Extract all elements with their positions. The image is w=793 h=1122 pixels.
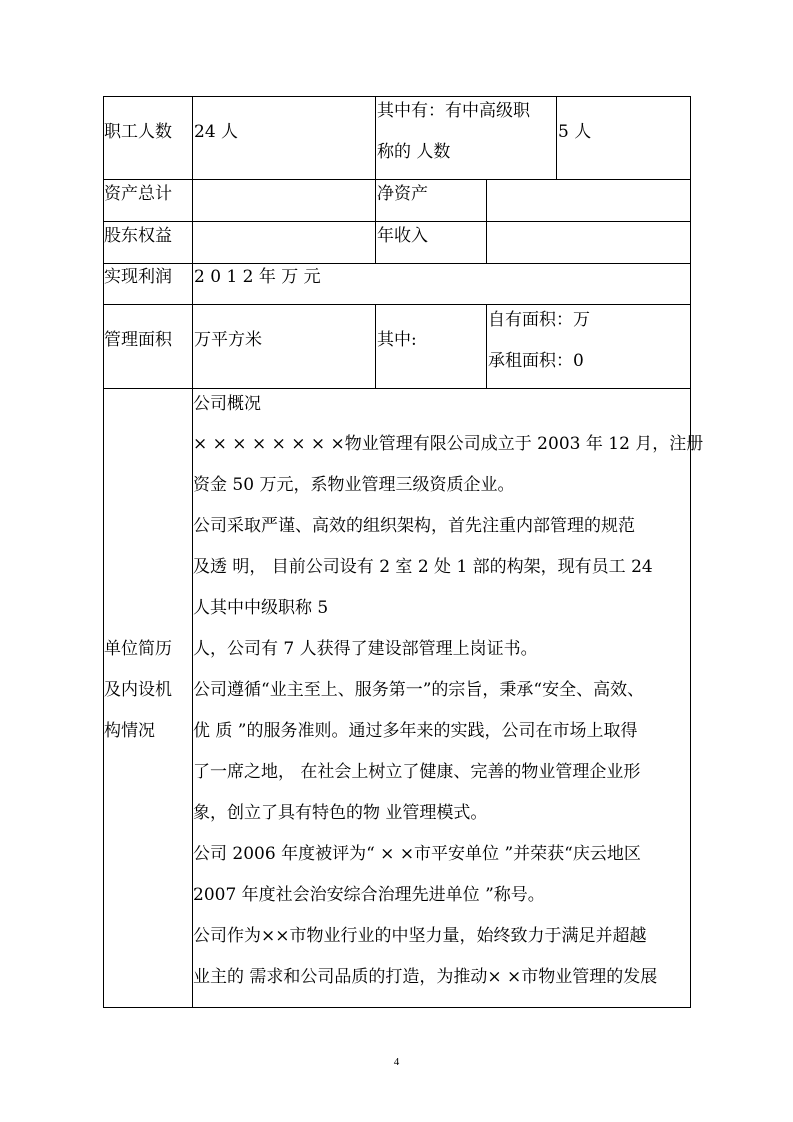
- employee-count-label: 职工人数: [104, 122, 172, 142]
- profile-text-line: 2007 年度社会治安综合治理先进单位 ”称号。: [193, 885, 545, 905]
- profile-text-line: 公司 2006 年度被评为“ × ×市平安单位 ”并荣获“庆云地区: [193, 844, 641, 864]
- profile-text-line: × × × × × × × ×物业管理有限公司成立于 2003 年 12 月，注册: [193, 434, 704, 454]
- rented-area: 承租面积：0: [488, 351, 584, 371]
- profile-text-line: 业主的 需求和公司品质的打造，为推动× ×市物业管理的发展: [193, 967, 658, 987]
- profile-text-line: 及透 明， 目前公司设有 2 室 2 处 1 部的构架，现有员工 24: [193, 557, 653, 577]
- managed-area-label: 管理面积: [104, 330, 172, 350]
- company-profile-label: 单位简历: [104, 639, 172, 659]
- equity-label: 股东权益: [104, 226, 172, 246]
- profile-text-line: 象，创立了具有特色的物 业管理模式。: [193, 803, 488, 823]
- profile-text-line: 公司作为××市物业行业的中坚力量，始终致力于满足并超越: [193, 926, 647, 946]
- profile-text-line: 人，公司有 7 人获得了建设部管理上岗证书。: [193, 639, 538, 659]
- column-divider: [556, 96, 557, 179]
- senior-title-value: 5 人: [558, 122, 592, 142]
- company-profile-label: 构情况: [104, 721, 155, 741]
- total-assets-label: 资产总计: [104, 184, 172, 204]
- profile-text-line: 人其中中级职称 5: [193, 598, 329, 618]
- page-number: 4: [393, 1056, 400, 1068]
- senior-title-label: 称的 人数: [377, 142, 451, 162]
- column-divider: [486, 304, 487, 388]
- net-assets-label: 净资产: [377, 184, 428, 204]
- profile-text-line: 优 质 ”的服务准则。通过多年来的实践，公司在市场上取得: [193, 721, 638, 741]
- profile-text-line: 公司采取严谨、高效的组织架构，首先注重内部管理的规范: [193, 516, 635, 536]
- company-profile-label: 及内设机: [104, 680, 172, 700]
- profile-text-line: 公司遵循“业主至上、服务第一”的宗旨，秉承“安全、高效、: [193, 680, 645, 700]
- area-breakdown-label: 其中:: [377, 330, 417, 350]
- annual-income-label: 年收入: [377, 226, 428, 246]
- profit-label: 实现利润: [104, 267, 172, 287]
- profile-heading: 公司概况: [193, 394, 261, 414]
- column-divider: [486, 179, 487, 263]
- label-column-divider: [192, 96, 193, 1008]
- managed-area-value: 万平方米: [194, 330, 262, 350]
- profile-text-line: 资金 50 万元，系物业管理三级资质企业。: [193, 475, 515, 495]
- employee-count-value: 24 人: [194, 122, 239, 142]
- senior-title-label: 其中有：有中高级职: [377, 101, 530, 121]
- profit-value: 2 0 1 2 年 万 元: [194, 267, 321, 287]
- column-divider: [375, 304, 376, 388]
- column-divider: [375, 96, 376, 263]
- profile-text-line: 了一席之地， 在社会上树立了健康、完善的物业管理企业形: [193, 762, 641, 782]
- owned-area: 自有面积：万: [488, 310, 590, 330]
